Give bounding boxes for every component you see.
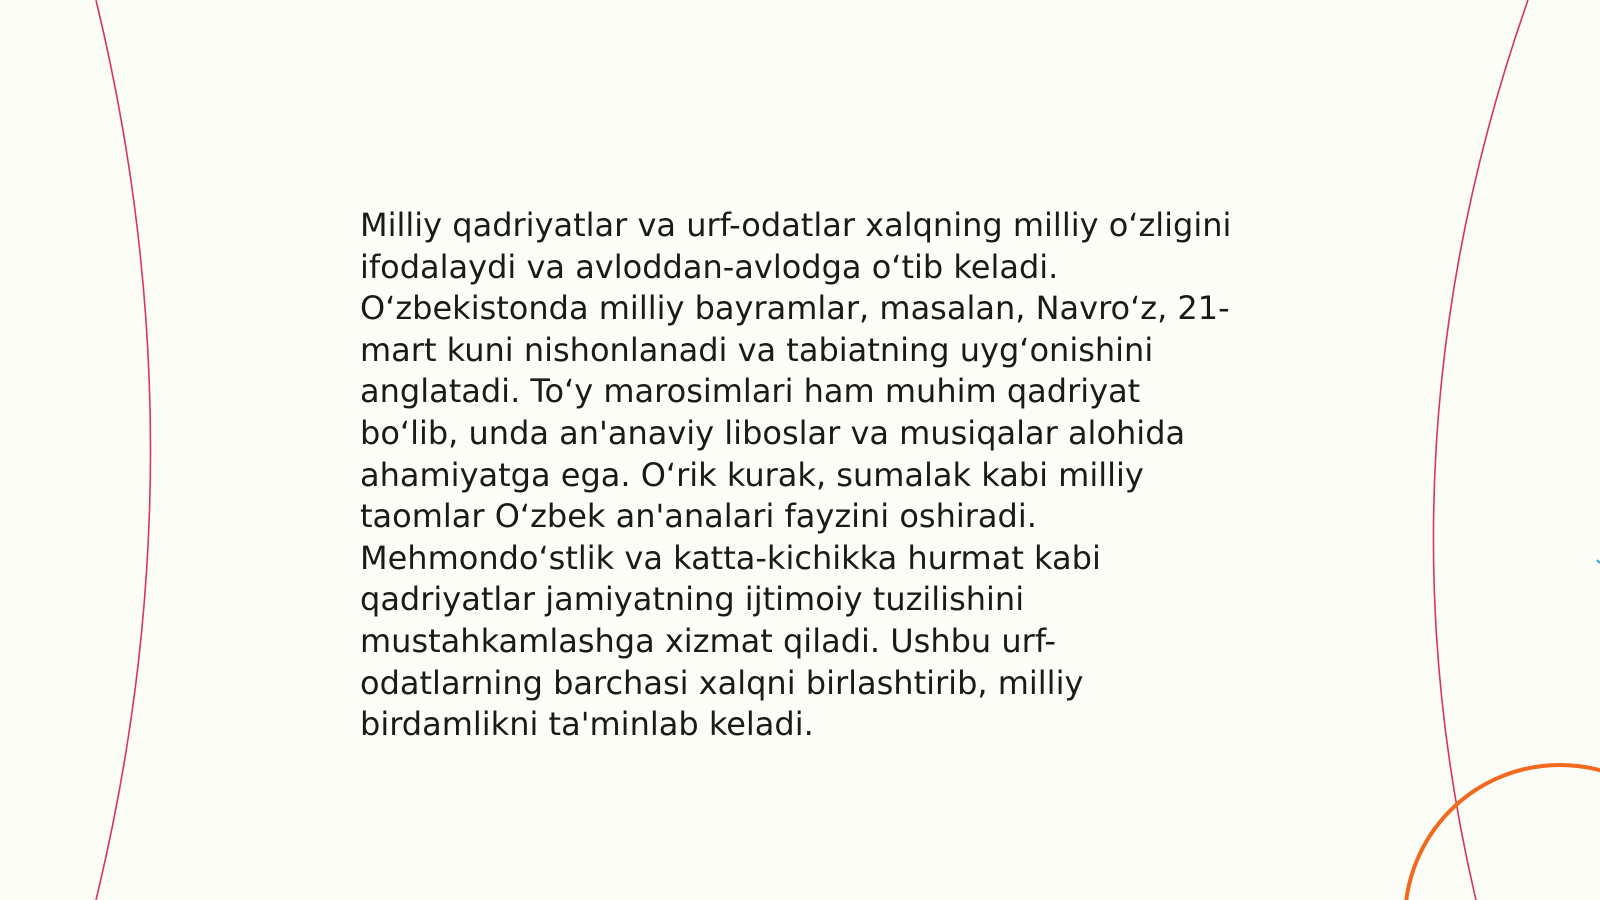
paragraph-line: taomlar Oʻzbek an'analari fayzini oshiradi.	[360, 497, 1037, 536]
body-paragraph	[360, 205, 1260, 746]
right-decorative-arc	[1433, 0, 1528, 900]
left-decorative-arc	[96, 0, 151, 900]
paragraph-line: ifodalaydi va avloddan-avlodga oʻtib keladi.	[360, 247, 1059, 286]
paragraph-line: anglatadi. Toʻy marosimlari ham muhim qadriyat	[360, 372, 1141, 411]
corner-decorative-circle	[1405, 765, 1600, 900]
paragraph-line: birdamlikni ta'minlab keladi.	[360, 705, 814, 744]
paragraph-line: odatlarning barchasi xalqni birlashtirib, milliy	[360, 663, 1084, 702]
paragraph-line: mart kuni nishonlanadi va tabiatning uygʻonishini	[360, 330, 1154, 369]
paragraph-line: Milliy qadriyatlar va urf-odatlar xalqning milliy oʻzligini	[360, 206, 1232, 244]
paragraph-line: mustahkamlashga xizmat qiladi. Ushbu urf-	[360, 621, 1056, 660]
paragraph-line: Oʻzbekistonda milliy bayramlar, masalan, Navroʻz, 21-	[360, 289, 1230, 328]
paragraph-line: qadriyatlar jamiyatning ijtimoiy tuzilishini	[360, 580, 1025, 619]
paragraph-line: boʻlib, unda an'anaviy liboslar va musiqalar alohida	[360, 413, 1186, 452]
paragraph-line: Mehmondoʻstlik va katta-kichikka hurmat kabi	[360, 538, 1101, 577]
paragraph-line: ahamiyatga ega. Oʻrik kurak, sumalak kabi milliy	[360, 455, 1144, 494]
